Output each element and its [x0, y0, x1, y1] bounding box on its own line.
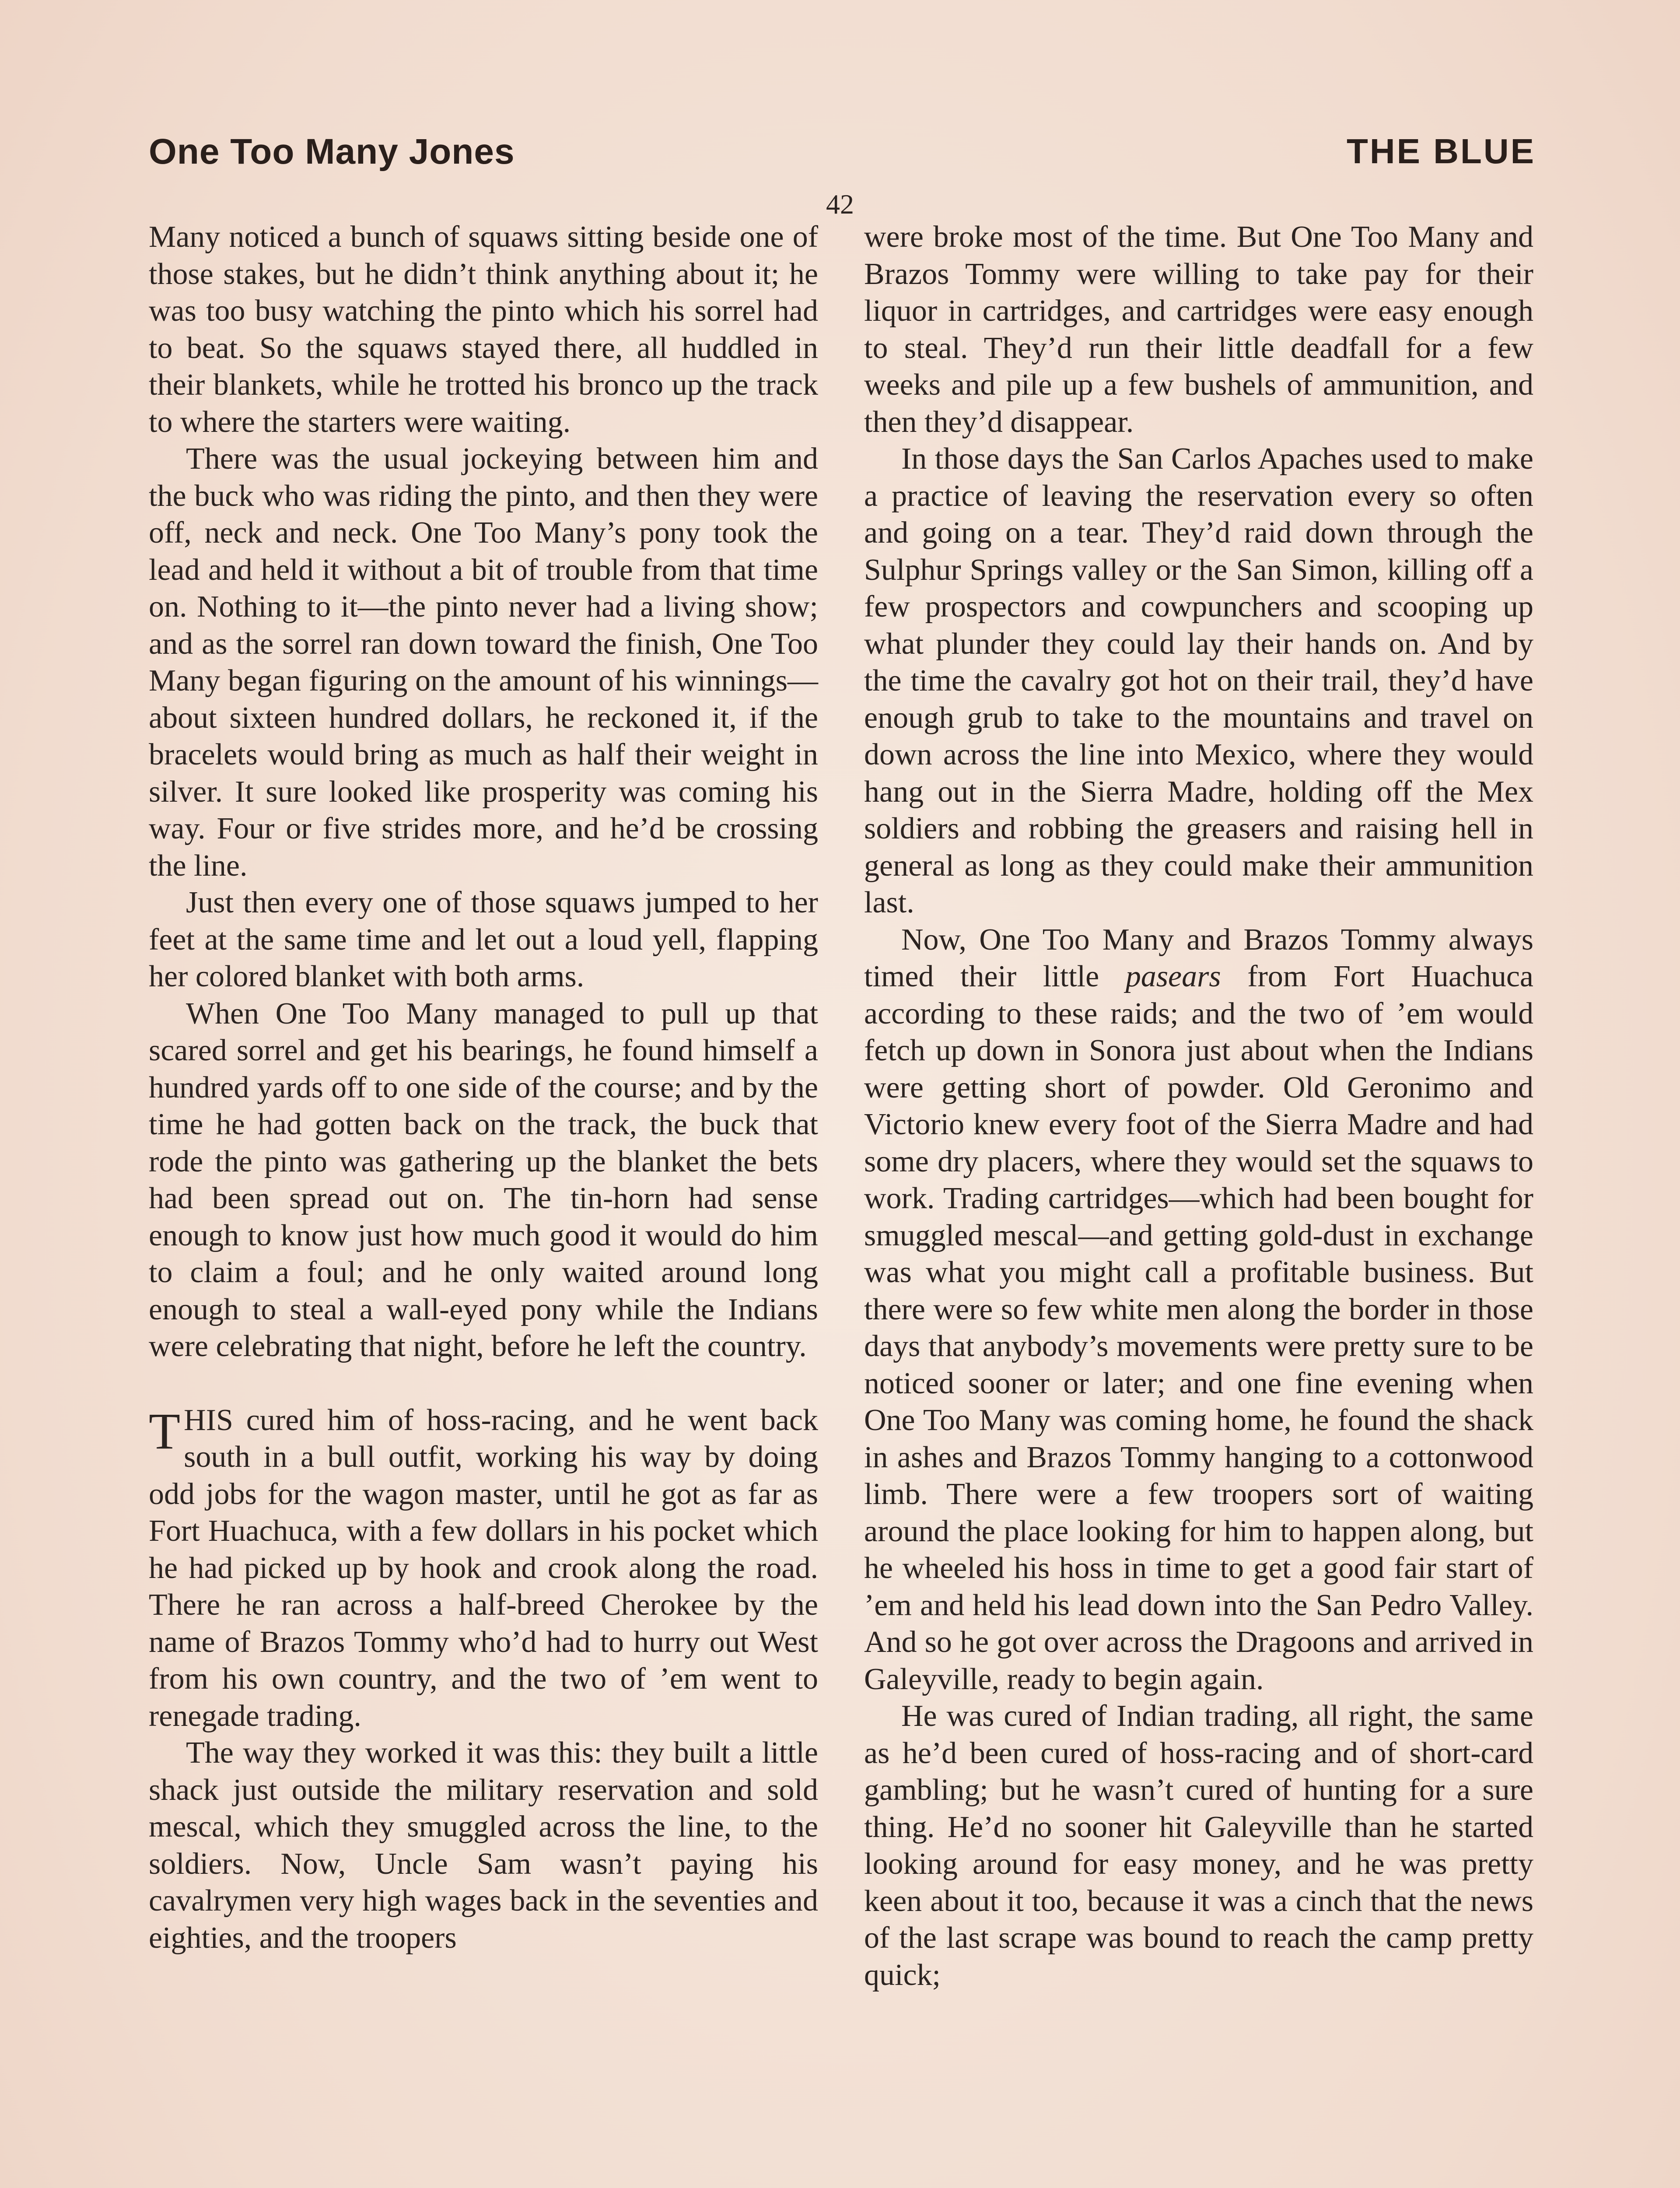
paragraph: There was the usual jockeying between him and the buck who was riding the pinto, and then they were off, neck and neck. One Too Many’s pony took the lead and held it without a bit of trouble from that time on. Nothing to it—the pinto never had a living show; and as the sorrel ran down toward the finish, One Too Many began figuring on the amount of his winnings—about sixteen hundred dollars, he reckoned it, if the bracelets would bring as much as half their weight in silver. It sure looked like prosperity was coming his way. Four or five strides more, and he’d be crossing the line. — [149, 442, 818, 883]
italic-word: pasears — [1125, 960, 1221, 993]
drop-cap: T — [149, 1402, 181, 1460]
running-head — [149, 131, 1536, 179]
left-column — [149, 219, 818, 1957]
magazine-name: THE BLUE — [1347, 132, 1536, 171]
paragraph: The way they worked it was this: they built a little shack just outside the military reservation and sold mescal, which they smuggled across the line, to the soldiers. Now, Uncle Sam wasn’t paying his cavalrymen very high wages back in the seventies and eighties, and the troopers — [149, 1736, 818, 1955]
paragraph: In those days the San Carlos Apaches used to make a practice of leaving the reservation every so often and going on a tear. They’d raid down through the Sulphur Springs valley or the San Simon, killing off a few prospectors and cowpunchers and scooping up what plunder they could lay their hands on. And by the time the cavalry got hot on their trail, they’d have enough grub to take to the mountains and travel on down across the line into Mexico, where they would hang out in the Sierra Madre, holding off the Mex soldiers and robbing the greasers and raising hell in general as long as they could make their ammunition last. — [864, 442, 1533, 919]
paragraph: Many noticed a bunch of squaws sitting beside one of those stakes, but he didn’t think anything about it; he was too busy watching the pinto which his sorrel had to beat. So the squaws stayed there, all huddled in their blankets, while he trotted his bronco up the track to where the starters were waiting. — [149, 220, 818, 439]
paragraph: were broke most of the time. But One Too Many and Brazos Tommy were willing to take pay for their liquor in cartridges, and cartridges were easy enough to steal. They’d run their little deadfall for a few weeks and pile up a few bushels of ammunition, and then they’d disappear. — [864, 220, 1533, 439]
right-column — [864, 219, 1533, 1994]
section-opening-text: HIS cured him of hoss-racing, and he went back south in a bull outfit, working his way by doing odd jobs for the wagon master, until he got as far as Fort Huachuca, with a few dollars in his pocket which he had picked up by hook and crook along the road. There he ran across a half-breed Cherokee by the name of Brazos Tommy who’d had to hurry out West from his own country, and the two of ’em went to renegade trading. — [149, 1403, 818, 1733]
paragraph: When One Too Many managed to pull up that scared sorrel and get his bearings, he found himself a hundred yards off to one side of the course; and by the time he had gotten back on the track, the buck that rode the pinto was gathering up the blanket the bets had been spread out on. The tin-horn had sense enough to know just how much good it would do him to claim a foul; and he only waited around long enough to steal a wall-eyed pony while the Indians were celebrating that night, before he left the country. — [149, 996, 818, 1363]
paragraph — [864, 922, 1533, 1698]
section-opening-paragraph — [149, 1402, 818, 1735]
paragraph-text: Now, One Too Many and Brazos Tommy always timed their little — [864, 922, 1533, 993]
paragraph-text: from Fort Huachuca according to these raids; and the two of ’em would fetch up down in Sonora just about when the Indians were getting short of powder. Old Geronimo and Victorio knew every foot of the Sierra Madre and had some dry placers, where they would set the squaws to work. Trading cartridges—which had been bought for smuggled mescal—and getting gold-dust in exchange was what you might call a profitable business. But there were so few white men along the border in those days that anybody’s movements were pretty sure to be noticed sooner or later; and one fine evening when One Too Many was coming home, he found the shack in ashes and Brazos Tommy hanging to a cottonwood limb. There were a few troopers sort of waiting around the place looking for him to happen along, but he wheeled his hoss in time to get a good fair start of ’em and held his lead down into the San Pedro Valley. And so he got over across the Dragoons and arrived in Galeyville, ready to begin again. — [864, 960, 1533, 1696]
page-number: 42 — [826, 189, 854, 220]
paragraph: He was cured of Indian trading, all right, the same as he’d been cured of hoss-racing and of short-card gambling; but he wasn’t cured of hunting for a sure thing. He’d no sooner hit Galeyville than he started looking around for easy money, and he was pretty keen about it too, because it was a cinch that the news of the last scrape was bound to reach the camp pretty quick; — [864, 1699, 1533, 1992]
paragraph: Just then every one of those squaws jumped to her feet at the same time and let out a loud yell, flapping her colored blanket with both arms. — [149, 886, 818, 993]
story-title: One Too Many Jones — [149, 132, 515, 172]
